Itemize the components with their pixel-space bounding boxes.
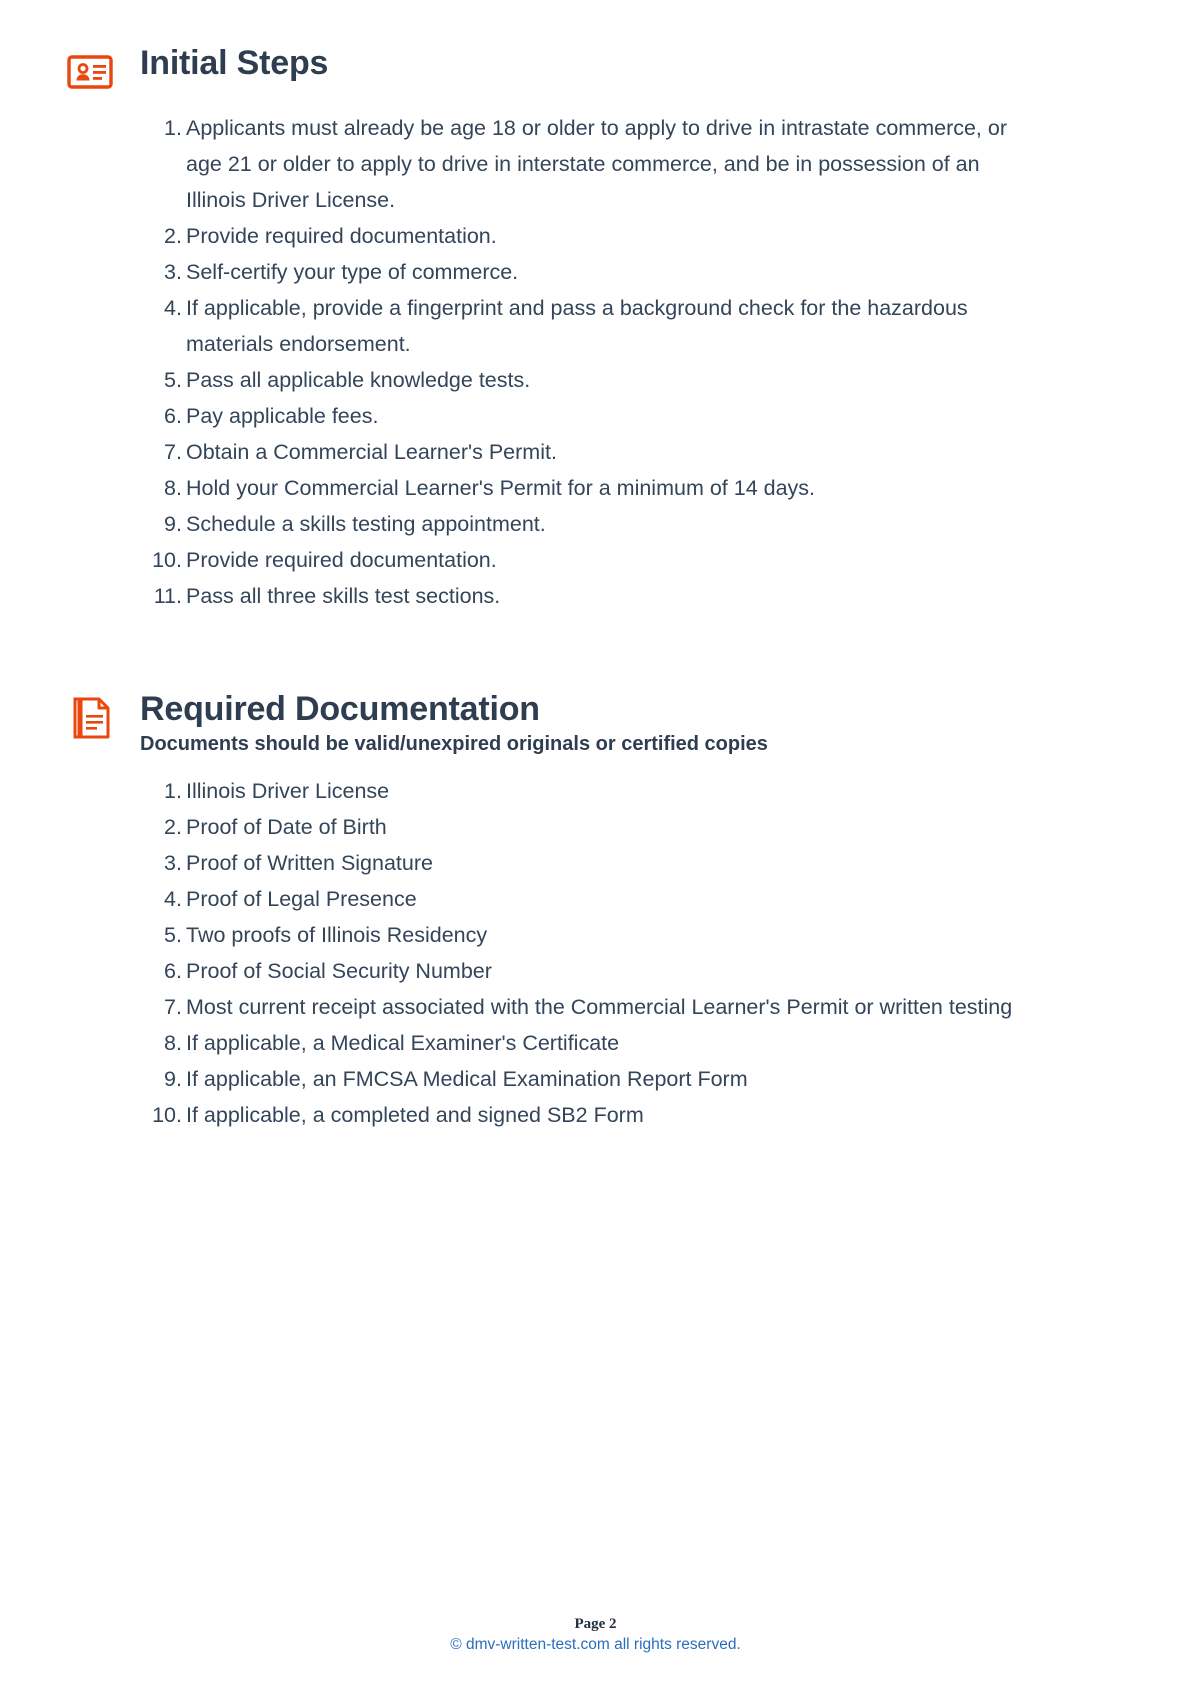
section-header: [0, 44, 1191, 96]
initial-steps-list: [0, 110, 1191, 614]
copyright-notice: © dmv-written-test.com all rights reserved.: [450, 1636, 741, 1653]
list-item: Proof of Date of Birth: [186, 815, 387, 840]
section-subheading: Documents should be valid/unexpired originals or certified copies: [140, 733, 768, 756]
list-item: Most current receipt associated with the Commercial Learner's Permit or written testing: [186, 995, 1013, 1020]
list-item: Proof of Legal Presence: [186, 887, 417, 912]
list-item: If applicable, provide a fingerprint and pass a background check for the hazardous materials endorsement.: [186, 296, 968, 356]
list-item: Schedule a skills testing appointment.: [186, 512, 546, 536]
list-item: Obtain a Commercial Learner's Permit.: [186, 440, 557, 464]
section-header: [0, 690, 1191, 757]
list-item: Self-certify your type of commerce.: [186, 260, 519, 284]
list-item: Illinois Driver License: [186, 779, 390, 804]
document-page-icon: [66, 694, 114, 742]
page-footer: [0, 1614, 1191, 1656]
list-item: Applicants must already be age 18 or older to apply to drive in intrastate commerce, or age 21 or older to apply to drive in interstate commerce, and be in possession of an Illinois Driver License.: [186, 116, 1007, 212]
required-documentation-list: [0, 773, 1191, 1133]
list-item: If applicable, a Medical Examiner's Certificate: [186, 1031, 620, 1056]
section-title-group: [140, 44, 328, 83]
section-title-group: [140, 690, 768, 757]
page-number: Page 2: [574, 1616, 617, 1632]
list-item: Proof of Social Security Number: [186, 959, 492, 984]
section-required-documentation: [0, 614, 1191, 1133]
list-item: Pay applicable fees.: [186, 404, 379, 428]
list-item: Two proofs of Illinois Residency: [186, 923, 488, 948]
list-item: Proof of Written Signature: [186, 851, 433, 876]
section-heading: Required Documentation: [140, 690, 540, 728]
list-item: Hold your Commercial Learner's Permit for a minimum of 14 days.: [186, 476, 816, 500]
list-item: If applicable, an FMCSA Medical Examination Report Form: [186, 1067, 748, 1092]
list-item: If applicable, a completed and signed SB2 Form: [186, 1103, 644, 1128]
section-initial-steps: [0, 0, 1191, 614]
list-item: Provide required documentation.: [186, 548, 497, 572]
list-item: Pass all three skills test sections.: [186, 584, 501, 608]
list-item: Pass all applicable knowledge tests.: [186, 368, 531, 392]
page-title: Initial Steps: [140, 44, 329, 82]
list-item: Provide required documentation.: [186, 224, 497, 248]
id-card-icon: [66, 48, 114, 96]
